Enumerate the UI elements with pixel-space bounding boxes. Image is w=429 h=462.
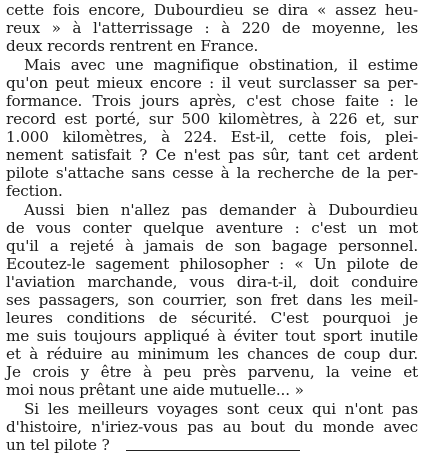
text-line: ses passagers, son courrier, son fret dans les meil- bbox=[6, 291, 418, 309]
text-line: nement satisfait ? Ce n'est pas sûr, tant cet ardent bbox=[6, 146, 418, 164]
text-line: fection. bbox=[6, 182, 63, 200]
text-line: cette fois encore, Dubourdieu se dira « assez heu- bbox=[6, 1, 418, 19]
text-line: qu'on peut mieux encore : il veut surclasser sa per- bbox=[6, 74, 418, 92]
text-line: reux » à l'atterrissage : à 220 de moyenne, les bbox=[6, 19, 418, 37]
text-line: me suis toujours appliqué à éviter tout sport inutile bbox=[6, 327, 418, 345]
text-line: Si les meilleurs voyages sont ceux qui n'ont pas bbox=[24, 400, 418, 418]
text-line: d'histoire, n'iriez-vous pas au bout du monde avec bbox=[6, 418, 418, 436]
text-line: formance. Trois jours après, c'est chose faite : le bbox=[6, 92, 418, 110]
text-line: leures conditions de sécurité. C'est pourquoi je bbox=[6, 309, 418, 327]
text-line: record est porté, sur 500 kilomètres, à 226 et, sur bbox=[6, 110, 418, 128]
text-line: de vous conter quelque aventure : c'est un mot bbox=[6, 219, 418, 237]
text-line: un tel pilote ? bbox=[6, 436, 110, 454]
closing-rule bbox=[126, 450, 300, 451]
text-line: qu'il a rejeté à jamais de son bagage personnel. bbox=[6, 237, 418, 255]
text-line: et à réduire au minimum les chances de coup dur. bbox=[6, 345, 418, 363]
text-line: Aussi bien n'allez pas demander à Dubourdieu bbox=[24, 201, 418, 219]
text-line: 1.000 kilomètres, à 224. Est-il, cette fois, plei- bbox=[6, 128, 418, 146]
text-line: pilote s'attache sans cesse à la recherche de la per- bbox=[6, 164, 418, 182]
text-line: deux records rentrent en France. bbox=[6, 37, 259, 55]
text-line: Ecoutez-le sagement philosopher : « Un pilote de bbox=[6, 255, 418, 273]
text-line: Mais avec une magnifique obstination, il estime bbox=[24, 56, 418, 74]
text-line: moi nous prêtant une aide mutuelle... » bbox=[6, 381, 304, 399]
text-line: Je crois y être à peu près parvenu, la veine et bbox=[6, 363, 418, 381]
text-line: l'aviation marchande, vous dira-t-il, doit conduire bbox=[6, 273, 418, 291]
